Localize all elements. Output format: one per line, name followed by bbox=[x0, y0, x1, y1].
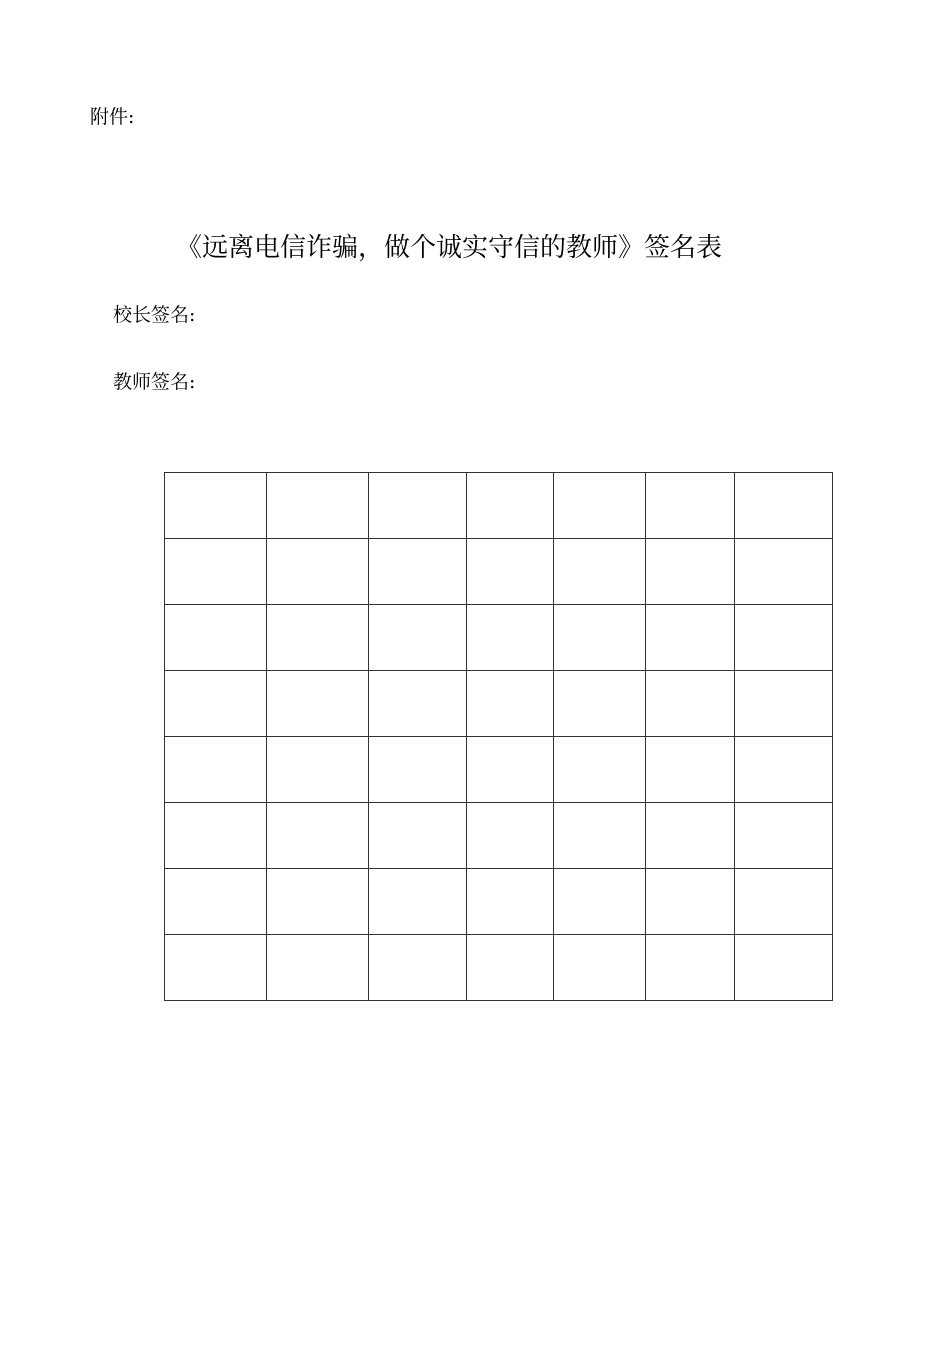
signature-cell bbox=[467, 737, 554, 803]
signature-cell bbox=[554, 539, 646, 605]
signature-cell bbox=[554, 869, 646, 935]
table-row bbox=[165, 869, 833, 935]
signature-cell bbox=[735, 671, 833, 737]
signature-cell bbox=[369, 803, 467, 869]
signature-cell bbox=[267, 935, 369, 1001]
signature-cell bbox=[735, 605, 833, 671]
signature-cell bbox=[267, 539, 369, 605]
signature-cell bbox=[369, 605, 467, 671]
signature-cell bbox=[646, 605, 735, 671]
signature-cell bbox=[165, 671, 267, 737]
signature-cell bbox=[267, 803, 369, 869]
signature-cell bbox=[369, 737, 467, 803]
signature-cell bbox=[554, 935, 646, 1001]
table-row bbox=[165, 605, 833, 671]
table-row bbox=[165, 473, 833, 539]
signature-cell bbox=[467, 539, 554, 605]
signature-cell bbox=[267, 671, 369, 737]
signature-cell bbox=[467, 803, 554, 869]
signature-cell bbox=[467, 671, 554, 737]
signature-cell bbox=[646, 539, 735, 605]
signature-cell bbox=[735, 869, 833, 935]
signature-cell bbox=[554, 803, 646, 869]
signature-cell bbox=[646, 473, 735, 539]
signature-cell bbox=[165, 605, 267, 671]
signature-cell bbox=[554, 737, 646, 803]
attachment-label: 附件: bbox=[90, 106, 135, 128]
signature-cell bbox=[735, 803, 833, 869]
table-row bbox=[165, 803, 833, 869]
signature-cell bbox=[165, 539, 267, 605]
table-row bbox=[165, 539, 833, 605]
signature-cell bbox=[554, 605, 646, 671]
signature-cell bbox=[369, 671, 467, 737]
signature-cell bbox=[165, 935, 267, 1001]
signature-cell bbox=[267, 869, 369, 935]
signature-cell bbox=[646, 803, 735, 869]
signature-cell bbox=[369, 539, 467, 605]
signature-cell bbox=[646, 935, 735, 1001]
signature-cell bbox=[646, 737, 735, 803]
signature-cell bbox=[735, 935, 833, 1001]
signature-cell bbox=[165, 737, 267, 803]
signature-cell bbox=[369, 869, 467, 935]
signature-cell bbox=[267, 737, 369, 803]
signature-cell bbox=[467, 473, 554, 539]
signature-table bbox=[164, 472, 833, 1001]
signature-cell bbox=[646, 671, 735, 737]
teacher-signature-label: 教师签名: bbox=[113, 371, 196, 393]
signature-cell bbox=[735, 737, 833, 803]
signature-cell bbox=[165, 869, 267, 935]
signature-cell bbox=[554, 473, 646, 539]
signature-cell bbox=[267, 473, 369, 539]
table-row bbox=[165, 935, 833, 1001]
signature-table-body bbox=[165, 473, 833, 1001]
table-row bbox=[165, 737, 833, 803]
signature-cell bbox=[467, 935, 554, 1001]
signature-cell bbox=[267, 605, 369, 671]
principal-signature-label: 校长签名: bbox=[113, 304, 196, 326]
signature-cell bbox=[735, 539, 833, 605]
table-row bbox=[165, 671, 833, 737]
signature-cell bbox=[165, 473, 267, 539]
signature-cell bbox=[735, 473, 833, 539]
signature-cell bbox=[467, 605, 554, 671]
signature-cell bbox=[369, 473, 467, 539]
signature-cell bbox=[165, 803, 267, 869]
signature-cell bbox=[369, 935, 467, 1001]
signature-cell bbox=[646, 869, 735, 935]
signature-cell bbox=[467, 869, 554, 935]
document-title: 《远离电信诈骗，做个诚实守信的教师》签名表 bbox=[176, 233, 723, 263]
signature-cell bbox=[554, 671, 646, 737]
